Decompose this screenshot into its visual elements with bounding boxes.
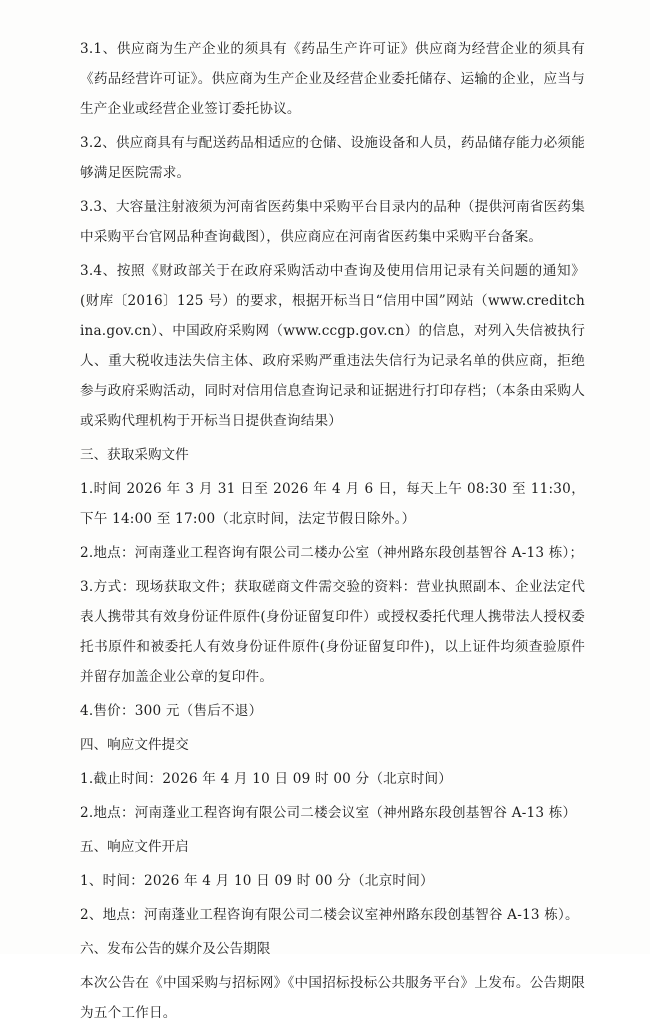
section-heading-publication: 六、发布公告的媒介及公告期限 xyxy=(80,941,271,957)
clause-3-4: 3.4、按照《财政部关于在政府采购活动中查询及使用信用记录有关问题的通知》(财库〔2016〕125 号）的要求，根据开标当日“信用中国”网站（www.creditchina.gov.cn）、中国政府采购网（www.ccgp.gov.cn）的信息，对列入失信被执行人、重大税收违法失信主体、政府采购严重违法失信行为记录名单的供应商，拒绝参与政府采购活动，同时对信用信息查询记录和证据进行打印存档；（本条由采购人或采购代理机构于开标当日提供查询结果） xyxy=(80,263,585,429)
submission-location: 2.地点：河南蓬业工程咨询有限公司二楼会议室（神州路东段创基智谷 A-13 栋） xyxy=(80,805,577,821)
section-heading-opening: 五、响应文件开启 xyxy=(80,839,189,855)
obtain-method: 3.方式：现场获取文件；获取磋商文件需交验的资料：营业执照副本、企业法定代表人携带其有效身份证件原件(身份证留复印件）或授权委托代理人携带法人授权委托书原件和被委托人有效身份证件原件(身份证留复印件)，以上证件均须查验原件并留存加盖企业公章的复印件。 xyxy=(80,579,585,685)
clause-3-1: 3.1、供应商为生产企业的须具有《药品生产许可证》供应商为经营企业的须具有《药品经营许可证》。供应商为生产企业及经营企业委托储存、运输的企业，应当与生产企业或经营企业签订委托协议。 xyxy=(80,41,585,117)
opening-time: 1、时间：2026 年 4 月 10 日 09 时 00 分（北京时间） xyxy=(80,873,434,889)
obtain-price: 4.售价：300 元（售后不退） xyxy=(80,703,263,719)
clause-3-2: 3.2、供应商具有与配送药品相适应的仓储、设施设备和人员，药品储存能力必须能够满足医院需求。 xyxy=(80,135,585,181)
publication-notice: 本次公告在《中国采购与招标网》《中国招标投标公共服务平台》上发布。公告期限为五个工作日。 xyxy=(80,975,585,1021)
obtain-time: 1.时间 2026 年 3 月 31 日至 2026 年 4 月 6 日，每天上午 08:30 至 11:30，下午 14:00 至 17:00（北京时间，法定节假日除外。） xyxy=(80,481,585,527)
obtain-location: 2.地点：河南蓬业工程咨询有限公司二楼办公室（神州路东段创基智谷 A-13 栋）； xyxy=(80,545,584,561)
section-heading-obtain-documents: 三、获取采购文件 xyxy=(80,447,189,463)
clause-3-3: 3.3、大容量注射液须为河南省医药集中采购平台目录内的品种（提供河南省医药集中采购平台官网品种查询截图），供应商应在河南省医药集中采购平台备案。 xyxy=(80,199,585,245)
opening-location: 2、地点：河南蓬业工程咨询有限公司二楼会议室神州路东段创基智谷 A-13 栋）。 xyxy=(80,907,579,923)
section-heading-submission: 四、响应文件提交 xyxy=(80,737,189,753)
document-body xyxy=(80,34,585,1032)
submission-deadline: 1.截止时间：2026 年 4 月 10 日 09 时 00 分（北京时间） xyxy=(80,771,453,787)
